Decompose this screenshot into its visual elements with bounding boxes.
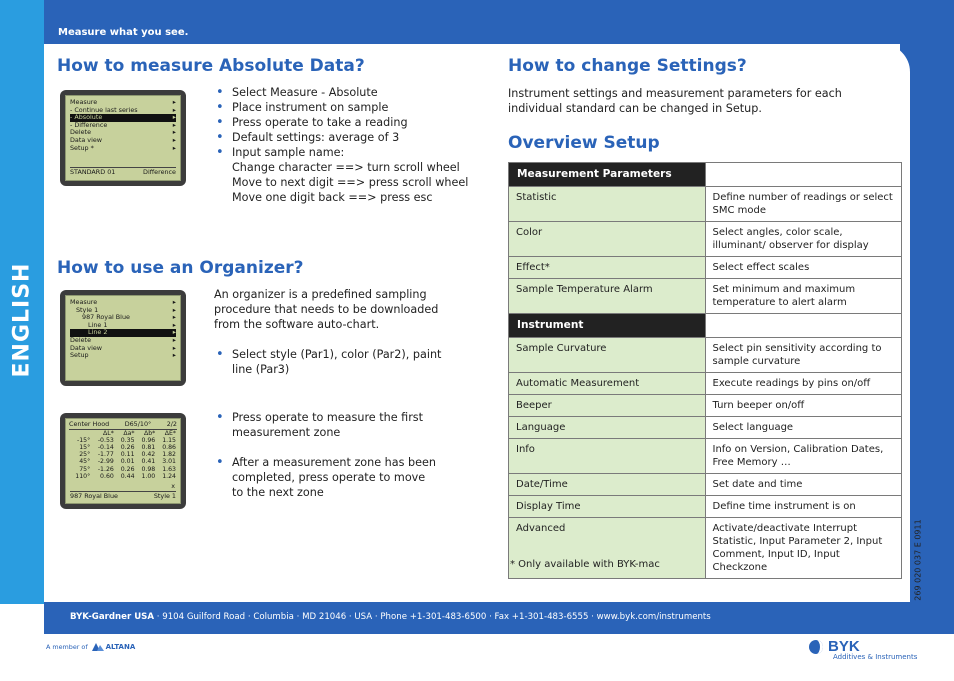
document-code: 269 020 037 E 0911	[913, 519, 923, 601]
table-cell: 0.98	[141, 465, 156, 473]
measurement-table	[69, 430, 177, 480]
table-row	[509, 338, 902, 373]
table-cell: 45°	[79, 458, 91, 466]
parameter-description: Select pin sensitivity according to sample curvature	[705, 338, 902, 373]
list-item: • After a measurement zone has been completed, press operate to move to the next zone	[214, 455, 439, 500]
sub-step: Change character ==> turn scroll wheel	[232, 161, 460, 174]
table-cell: 0.41	[141, 458, 156, 466]
member-label: A member of	[46, 643, 88, 651]
table-cell: 0.26	[120, 444, 135, 451]
table-cell: 0.35	[120, 436, 135, 444]
parameter-description: Select language	[705, 417, 902, 439]
table-footnote: * Only available with BYK-mac	[510, 559, 660, 570]
table-cell: 0.96	[141, 436, 156, 444]
settings-text: Instrument settings and measurement parameters for each individual standard can be changed in Setup.	[508, 87, 842, 115]
parameter-name: Statistic	[509, 187, 706, 222]
list-item: • Place instrument on sample	[214, 100, 484, 115]
table-cell: 0.01	[120, 458, 135, 466]
company-name: BYK-Gardner USA	[70, 612, 155, 622]
screen-row: Data view ▸	[70, 135, 176, 144]
table-cell: 0.44	[120, 472, 135, 480]
overview-heading: Overview Setup	[508, 133, 660, 153]
screen-row: Measure ▸	[70, 98, 176, 106]
parameter-description: Select angles, color scale, illuminant/ observer for display	[705, 222, 902, 257]
section-header: Measurement Parameters	[509, 163, 706, 187]
list-item: • Press operate to take a reading	[214, 115, 484, 130]
parameter-description: Set date and time	[705, 474, 902, 496]
parameter-name: Date/Time	[509, 474, 706, 496]
table-cell: 1.82	[162, 451, 176, 459]
table-cell	[69, 430, 91, 437]
address-text: · 9104 Guilford Road · Columbia · MD 21046 · USA · Phone +1-301-483-6500 · Fax +1-301-483-6555 · www.byk.com/instruments	[154, 612, 711, 622]
absolute-sub-steps	[214, 160, 484, 205]
parameter-description: Define time instrument is on	[705, 496, 902, 518]
table-cell: -0.53	[97, 436, 114, 444]
screen-row: 987 Royal Blue ▸	[82, 313, 176, 322]
section-header-blank	[705, 163, 902, 187]
section-header-row	[509, 314, 902, 338]
parameter-description: Execute readings by pins on/off	[705, 373, 902, 395]
table-cell: 1.24	[162, 472, 176, 480]
screen-row: - Continue last series ▸	[70, 105, 176, 114]
parameter-description: Select effect scales	[705, 257, 902, 279]
byk-tagline: Additives & Instruments	[833, 653, 918, 661]
parameter-description: Activate/deactivate Interrupt Statistic, Input Parameter 2, Input Comment, Input ID, Input Checkzone	[705, 518, 902, 579]
parameter-name: Automatic Measurement	[509, 373, 706, 395]
sub-step: Move to next digit ==> press scroll wheel	[232, 176, 469, 189]
setup-table	[508, 162, 902, 579]
screen-row-selected: Line 2 ▸	[70, 329, 176, 337]
parameter-name: Display Time	[509, 496, 706, 518]
table-row	[509, 257, 902, 279]
byk-logo: BYK	[808, 638, 860, 655]
byk-icon	[808, 639, 824, 655]
list-item: • Default settings: average of 3	[214, 130, 484, 145]
screen-row: Setup * ▸	[70, 143, 176, 152]
table-cell: -1.26	[97, 465, 114, 473]
table-row	[509, 187, 902, 222]
member-note	[46, 643, 135, 651]
list-item: • Press operate to measure the first measurement zone	[214, 410, 439, 440]
measurement-screen	[60, 413, 186, 509]
organizer-intro: An organizer is a predefined sampling procedure that needs to be downloaded from the software auto-chart.	[214, 288, 439, 331]
screen-row: Delete ▸	[70, 128, 176, 137]
screen-footer-right: Style 1	[153, 492, 176, 501]
table-cell: 1.63	[162, 465, 176, 473]
parameter-name: Effect*	[509, 257, 706, 279]
screen-row: Delete ▸	[70, 335, 176, 344]
table-cell: ΔL*	[103, 429, 114, 437]
organizer-steps	[214, 347, 444, 377]
parameter-name: Info	[509, 439, 706, 474]
table-row	[509, 496, 902, 518]
screen-row: Line 1 ▸	[88, 320, 176, 329]
parameter-name: Language	[509, 417, 706, 439]
screen-footer-left: STANDARD 01	[70, 168, 116, 177]
table-cell: -1.77	[97, 451, 114, 459]
table-cell: 3.01	[162, 458, 176, 466]
language-sidebar	[0, 0, 44, 604]
table-row	[69, 473, 177, 480]
table-cell: 0.42	[141, 451, 156, 459]
table-cell: ΔE*	[164, 429, 176, 437]
table-row	[509, 395, 902, 417]
parameter-description: Info on Version, Calibration Dates, Free Memory …	[705, 439, 902, 474]
table-cell: 0.86	[162, 444, 176, 451]
absolute-screen	[60, 90, 186, 186]
screen-row: Style 1 ▸	[76, 305, 176, 314]
table-cell: 75°	[79, 465, 91, 473]
altana-logo: ALTANA	[92, 643, 136, 651]
table-cell: -15°	[76, 436, 91, 444]
absolute-steps	[214, 85, 484, 160]
footer-address	[70, 612, 711, 622]
table-row	[69, 466, 177, 473]
screen-row: Data view ▸	[70, 343, 176, 352]
screen-title-row: Center Hood D65/10° 2/2	[69, 420, 177, 428]
table-cell: 0.81	[141, 444, 156, 451]
section-header-row	[509, 163, 902, 187]
section-header-blank	[705, 314, 902, 338]
absolute-heading: How to measure Absolute Data?	[57, 56, 365, 76]
section-header: Instrument	[509, 314, 706, 338]
table-cell: 15°	[79, 444, 91, 451]
table-row	[509, 222, 902, 257]
parameter-name: Sample Temperature Alarm	[509, 279, 706, 314]
table-cell: Δa*	[123, 429, 135, 437]
parameter-name: Color	[509, 222, 706, 257]
table-cell: 1.00	[141, 472, 156, 480]
settings-heading: How to change Settings?	[508, 56, 747, 76]
table-cell: -2.99	[97, 458, 114, 466]
parameter-description: Turn beeper on/off	[705, 395, 902, 417]
table-cell: 0.26	[120, 465, 135, 473]
parameter-description: Set minimum and maximum temperature to alert alarm	[705, 279, 902, 314]
parameter-name: Sample Curvature	[509, 338, 706, 373]
screen-footer-right: Difference	[143, 168, 176, 177]
table-cell: 110°	[75, 472, 91, 480]
screen-row-selected: - Absolute ▸	[70, 113, 176, 122]
zone-steps	[214, 410, 439, 500]
screen-mark: x	[171, 482, 175, 491]
table-cell: Δb*	[143, 429, 156, 437]
list-item: • Select Measure - Absolute	[214, 85, 484, 100]
table-row	[69, 437, 177, 444]
table-cell: 0.11	[120, 451, 135, 459]
organizer-heading: How to use an Organizer?	[57, 258, 304, 278]
screen-row: Setup ▸	[70, 351, 176, 360]
altana-icon	[92, 643, 104, 651]
parameter-name: Beeper	[509, 395, 706, 417]
table-cell: 25°	[79, 451, 91, 459]
screen-row: - Difference ▸	[70, 120, 176, 129]
measurement-header-row	[69, 430, 177, 437]
screen-footer-left: 987 Royal Blue	[70, 492, 118, 501]
table-cell: 1.15	[162, 436, 176, 444]
table-row	[509, 373, 902, 395]
list-item: • Input sample name:	[214, 145, 484, 160]
organizer-screen	[60, 290, 186, 386]
table-row	[509, 439, 902, 474]
table-row	[509, 474, 902, 496]
sub-step: Move one digit back ==> press esc	[232, 191, 433, 204]
table-row	[509, 417, 902, 439]
table-cell: -0.14	[97, 444, 114, 451]
table-row	[509, 279, 902, 314]
tagline: Measure what you see.	[58, 27, 189, 38]
table-cell: 0.60	[100, 472, 114, 480]
screen-row: Measure ▸	[70, 298, 176, 306]
language-label: ENGLISH	[9, 262, 35, 378]
parameter-name: Advanced	[509, 518, 706, 579]
list-item: • Select style (Par1), color (Par2), paint line (Par3)	[214, 347, 444, 377]
table-row	[69, 458, 177, 465]
parameter-description: Define number of readings or select SMC mode	[705, 187, 902, 222]
